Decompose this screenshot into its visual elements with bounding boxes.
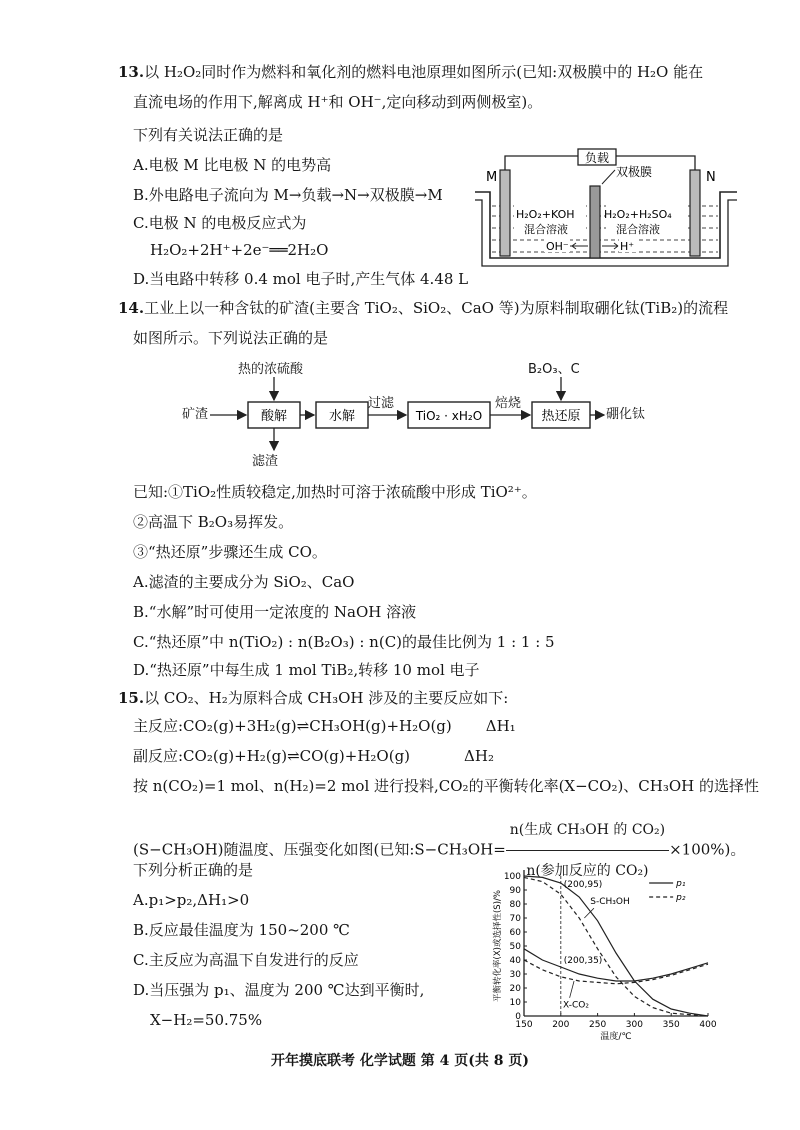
flow-op1-label: 过滤 [368,396,395,411]
q13-option-c-equation: H₂O₂+2H⁺+2e⁻══2H₂O [150,241,329,259]
q14-option-a: A.滤渣的主要成分为 SiO₂、CaO [133,573,355,591]
q13-stem-line2: 直流电场的作用下,解离成 H⁺和 OH⁻,定向移动到两侧极室)。 [133,93,543,111]
flow-byproduct-label: 滤渣 [252,454,279,469]
q14-stem-line2: 如图所示。下列说法正确的是 [133,329,329,347]
x-tick-label: 250 [589,1020,607,1030]
h-ion-label: H⁺ [620,240,635,253]
q15-stem-line1 [118,688,508,708]
q13-prompt: 下列有关说法正确的是 [133,126,284,144]
flow-step4: 热还原 [541,409,581,424]
q13-option-a: A.电极 M 比电极 N 的电势高 [133,156,332,174]
annotation-point-200-35: (200,35) [563,955,603,966]
fuel-cell-diagram [470,148,742,273]
y-axis-label: 平衡转化率(X)或选择性(S)/% [493,890,503,1002]
flow-input-label: 矿渣 [182,407,209,422]
q13-option-b: B.外电路电子流向为 M→负载→N→双极膜→M [133,186,443,204]
main-reaction-dh: ΔH₁ [485,717,516,735]
q15-option-b: B.反应最佳温度为 150~200 ℃ [133,921,350,939]
load-label: 负载 [584,151,610,165]
q13-number: 13. [118,63,145,81]
y-tick-label: 70 [509,914,521,924]
annotation-point-200-95: (200,95) [563,880,603,890]
flow-step3: TiO₂ · xH₂O [415,409,483,423]
page-footer: 开年摸底联考 化学试题 第 4 页(共 8 页) [271,1053,529,1069]
x-tick-label: 300 [625,1020,643,1030]
q15-option-a: A.p₁>p₂,ΔH₁>0 [133,891,250,909]
q13-stem1: 以 H₂O₂同时作为燃料和氧化剂的燃料电池原理如图所示(已知:双极膜中的 H₂O 能在 [144,63,704,81]
x-tick-label: 200 [552,1020,570,1030]
main-reaction-equation: 主反应:CO₂(g)+3H₂(g)⇌CH₃OH(g)+H₂O(g) [133,717,452,735]
y-tick-label: 90 [509,886,521,896]
q15-main-reaction [133,716,516,736]
annotation-x-co2-pointer [570,981,574,998]
y-tick-label: 100 [503,872,521,882]
q15-stem1: 以 CO₂、H₂为原料合成 CH₃OH 涉及的主要反应如下: [144,689,509,707]
legend-p1-label: p₁ [676,879,686,889]
q14-known1: 已知:①TiO₂性质较稳定,加热时可溶于浓硫酸中形成 TiO²⁺。 [133,483,537,501]
y-tick-label: 30 [509,970,521,980]
y-tick-label: 0 [515,1012,521,1022]
q13-option-d: D.当电路中转移 0.4 mol 电子时,产生气体 4.48 L [133,270,469,288]
flow-reagent1-label: 热的浓硫酸 [238,362,304,377]
flow-step1: 酸解 [260,409,288,424]
fraction-numerator: n(生成 CH₃OH 的 CO₂) [506,810,669,851]
flow-reagent2-label: B₂O₃、C [528,362,580,377]
q15-stem3-right: ×100%)。 [669,840,746,859]
y-tick-label: 20 [509,984,521,994]
left-solution-line1: H₂O₂+KOH [516,208,575,221]
flow-op2-label: 焙烧 [495,396,522,411]
q15-number: 15. [118,689,145,707]
equilibrium-chart [488,858,728,1040]
oh-ion-label: OH⁻ [546,240,569,253]
q15-option-d-line2: X−H₂=50.75% [150,1011,263,1029]
x-tick-label: 350 [662,1020,680,1030]
q14-number: 14. [118,299,145,317]
q15-option-c: C.主反应为高温下自发进行的反应 [133,951,359,969]
fraction-denominator: n(参加反应的 CO₂) [526,863,649,879]
q14-stem1: 工业上以一种含钛的矿渣(主要含 TiO₂、SiO₂、CaO 等)为原料制取硼化钛(TiB₂)的流程 [144,299,729,317]
legend-p2-label: p₂ [676,893,686,903]
q14-option-c: C.“热还原”中 n(TiO₂) : n(B₂O₃) : n(C)的最佳比例为 1 : 1 : 5 [133,633,555,651]
q14-option-d: D.“热还原”中每生成 1 mol TiB₂,转移 10 mol 电子 [133,661,480,679]
y-tick-label: 80 [509,900,521,910]
membrane-label: 双极膜 [616,165,653,179]
right-solution-line1: H₂O₂+H₂SO₄ [604,208,672,221]
q15-stem-line2: 按 n(CO₂)=1 mol、n(H₂)=2 mol 进行投料,CO₂的平衡转化率(X−CO₂)、CH₃OH 的选择性 [133,777,760,795]
y-tick-label: 10 [509,998,521,1008]
x-tick-label: 400 [699,1020,717,1030]
x-tick-label: 150 [515,1020,533,1030]
q15-prompt: 下列分析正确的是 [133,861,254,879]
x-axis-label: 温度/℃ [600,1032,632,1040]
bipolar-membrane [590,186,600,258]
annotation-s-ch3oh: S-CH₃OH [590,897,630,907]
q15-option-d: D.当压强为 p₁、温度为 200 ℃达到平衡时, [133,981,425,999]
q14-known2: ②高温下 B₂O₃易挥发。 [133,513,294,531]
flow-output-label: 硼化钛 [606,407,646,422]
left-solution-line2: 混合溶液 [524,223,568,236]
right-solution-line2: 混合溶液 [616,223,660,236]
q14-known3: ③“热还原”步骤还生成 CO。 [133,543,327,561]
q13-option-c: C.电极 N 的电极反应式为 [133,214,307,232]
side-reaction-dh: ΔH₂ [464,747,494,765]
q14-stem-line1 [118,298,728,318]
side-reaction-equation: 副反应:CO₂(g)+H₂(g)⇌CO(g)+H₂O(g) [133,747,411,765]
y-tick-label: 40 [509,956,521,966]
q14-option-b: B.“水解”时可使用一定浓度的 NaOH 溶液 [133,603,417,621]
y-tick-label: 60 [509,928,521,938]
flow-step2: 水解 [328,409,356,424]
electrode-m-label: M [486,170,498,185]
q13-stem-line1 [118,62,703,82]
electrode-n-label: N [706,170,716,185]
q15-stem3-left: (S−CH₃OH)随温度、压强变化如图(已知:S−CH₃OH= [133,840,506,859]
q15-side-reaction [133,746,494,766]
process-flowchart [180,355,700,470]
y-tick-label: 50 [509,942,521,952]
annotation-x-co2: X-CO₂ [563,1000,589,1011]
